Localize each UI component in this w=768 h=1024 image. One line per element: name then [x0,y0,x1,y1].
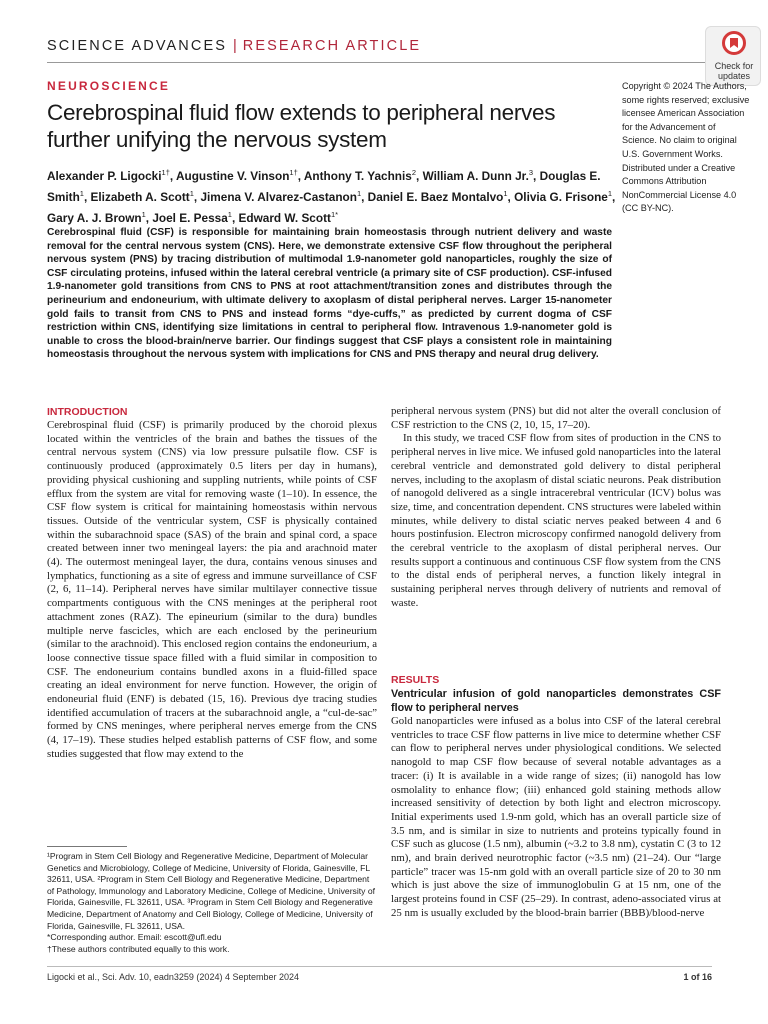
author-affiliation-marker: 1 [189,188,194,198]
author-name: William A. Dunn Jr. [422,168,529,183]
author-affiliation-marker: 1† [161,168,170,177]
author-affiliation-marker: 3 [528,168,534,177]
equal-contribution-note: †These authors contributed equally to this work. [47,943,230,954]
badge-line-2: updates [717,71,751,81]
header-separator: | [232,38,237,54]
results-paragraph: Gold nanoparticles were infused as a bolus into CSF of the lateral cerebral ventricles to trace CSF flow patterns in live mice to determine whether CSF can flow to peripheral nerves under physiological conditions. We selected nanogold to map CSF flow because of several notable advantages as a tracer: (i) It is available in a wide range of sizes; (ii) nanogold has low osmolality to enhance flow; (iii) enhanced gold staining methods allow increased sensitivity of detection by both light and electron microscopy. Initial experiments used 1.9-nm gold, which has an overall particle size of 3.5 nm, and is similar in size to nutrients and proteins typically found in CSF such as glucose (1.5 nm), albumin (~3.2 to 3.8 nm), cystatin C (3 to 12 nm), and brain derived neurotrophic factor (~3.5 nm) (21–24). Our “large particle” tracer was 15-nm gold with an overall particle size of 20 to 30 nm which is just above the size of immunoglobulin G at 15 nm, one of the largest proteins found in CSF (25–29). In contrast, adeno-associated virus at 25 nm is usually excluded by the blood-brain barrier (BBB)/blood-nerve [391,715,721,919]
author-name: Douglas E. Smith [47,168,601,204]
results-subheading: Ventricular infusion of gold nanoparticles demonstrates CSF flow to peripheral nerves [391,688,721,714]
author-name: Anthony T. Yachnis [303,168,412,183]
footer-rule [47,966,712,967]
corresponding-author: *Corresponding author. Email: escott@ufl.edu [47,932,222,943]
badge-line-1: Check for [714,61,754,71]
journal-name: SCIENCE ADVANCES [47,38,227,54]
author-name: Edward W. Scott [238,210,331,225]
introduction-heading: INTRODUCTION [47,406,128,418]
bookmark-icon [722,31,746,55]
author-affiliation-marker: 1 [607,188,613,198]
footnote-rule [47,846,127,847]
author-name: Alexander P. Ligocki [47,168,162,183]
author-affiliation-marker: 1 [356,188,362,198]
author-affiliation-marker: 1 [79,188,84,198]
page-number: 1 of 16 [683,972,712,982]
header-rule [47,62,711,63]
affiliations: ¹Program in Stem Cell Biology and Regenerative Medicine, Department of Molecular Genetics and Microbiology, College of Medicine, University of Florida, Gainesville, FL 32611, USA. ²Program in Stem Cell Biology and Regenerative Medicine, Department of Pathology, Immunology and Laboratory Medicine, College of Medicine, University of Florida, Gainesville, FL 32611, USA. ³Program in Stem Cell Biology and Regenerative Medicine, Department of Anatomy and Cell Biology, College of Medicine, University of Florida, Gainesville, FL 32611, USA. [47,851,376,931]
author-affiliation-marker: 2 [411,168,416,177]
author-affiliation-marker: 1 [227,209,232,219]
results-heading: RESULTS [391,674,440,686]
author-name: Olivia G. Frisone [514,189,608,204]
author-name: Gary A. J. Brown [47,210,142,225]
author-affiliation-marker: 1† [289,168,298,177]
introduction-continuation: peripheral nervous system (PNS) but did not alter the overall conclusion of CSF restriction to the CNS (2, 10, 15, 17–20). [391,405,721,431]
author-name: Daniel E. Baez Montalvo [367,189,504,204]
right-column [391,405,721,611]
journal-header [47,38,687,60]
footnotes [47,851,377,955]
author-affiliation-marker: 1* [330,209,339,219]
author-affiliation-marker: 1 [503,188,508,198]
author-name: Augustine V. Vinson [176,168,290,183]
author-affiliation-marker: 1 [141,209,146,219]
check-for-updates-badge[interactable] [705,26,761,86]
article-type: RESEARCH ARTICLE [242,38,422,54]
author-name: Joel E. Pessa [152,210,228,225]
copyright-notice: Copyright © 2024 The Authors, some rights reserved; exclusive licensee American Association for the Advancement of Science. No claim to original U.S. Government Works. Distributed under a Creative Commons Attribution NonCommercial License 4.0 (CC BY-NC). [622,81,750,214]
author-name: Jimena V. Alvarez-Castanon [200,189,357,204]
results-section [391,673,721,921]
author-name: Elizabeth A. Scott [90,189,190,204]
left-column [47,405,377,762]
introduction-paragraph-2: In this study, we traced CSF flow from sites of production in the CNS to peripheral nerves in live mice. We infused gold nanoparticles into the lateral cerebral ventricle and demonstrated gold delivery to distal peripheral nerves, including to the axoplasm of distal sciatic neurons. Peak distribution of nanogold delivered as a single intracerebral ventricular (ICV) bolus was size, time, and concentration dependent. CNS structures were labeled within minutes, while delivery to distal sciatic nerves peaked between 4 and 6 hours postinfusion. Electron microscopy confirmed nanogold delivery from the cerebral ventricle to the axoplasm of distal peripheral nerves. Our results support a continuous and continuous CSF flow system from the CNS to the distal ends of peripheral nerves, a function likely integral in sustaining peripheral nerves through delivery of nutrients and removal of waste. [391,432,721,609]
introduction-paragraph: Cerebrospinal fluid (CSF) is primarily produced by the choroid plexus located within the ventricles of the brain and bathes the tissues of the central nervous system (CNS) via low pressure pulsatile flow. CSF is continuously produced (approximately 0.5 liters per day in humans), providing physical cushioning and suppling nutrients, while points of CSF efflux from the system are vital for removing waste (1–10). In essence, the CSF flow system is critical for maintaining homeostasis within nervous tissues. Outside of the ventricular system, CSF is physically contained within the subarachnoid space (SAS) of the brain and spinal cord, a space created between inner two meningeal layers: the pia and arachnoid mater (4). The outermost meningeal layer, the dura, contains venous sinuses and lymphatics, functioning as a site of egress and immune surveillance of CSF (2, 6, 11–14). Peripheral nerves have similar multilayer connective tissue compartments contiguous with the CNS meninges at the peripheral root attachment zones (RAZ). The epineurium (similar to the dura) bundles multiple nerve fascicles, which are each enclosed by the perineurium (similar to the arachnoid). This enclosed region contains the endoneurium, a loose connective tissue space filled with a fluid similar in composition to CSF. The endoneurium contains bundled axons in a fluid-filled space creating an ideal environment for nerve function. However, the origin of endoneurial fluid (ENF) is debated (15, 16). Previous dye tracing studies identified accumulation of tracers at the subarachnoid angle, a “cul-de-sac” formed by CNS meninges, where peripheral nerves emerge from the CNS (4, 17–19). These studies helped establish patterns of CSF flow, and some studies suggested that flow may extend to the [47,419,377,760]
article-title: Cerebrospinal fluid flow extends to peripheral nerves further unifying the nervous system [47,100,556,152]
abstract: Cerebrospinal fluid (CSF) is responsible for maintaining brain homeostasis through nutrient delivery and waste removal for the central nervous system (CNS). Here, we demonstrate extensive CSF flow throughout the peripheral nervous system (PNS) by tracing distribution of multimodal 1.9-nanometer gold nanoparticles, roughly the size of CSF circulating proteins, infused within the lateral cerebral ventricle (a primary site of CSF production). CSF-infused 1.9-nanometer gold transitions from CNS to PNS at root attachment/transition zones and distributes through the perineurium and endoneurium, with ultimate delivery to axoplasm of distal peripheral nerves. Larger 15-nanometer gold fails to transit from CNS to PNS and instead forms “dye-cuffs,” as predicted by current dogma of CSF restriction within CNS, identifying size limitations in central to peripheral flow. Intravenous 1.9-nanometer gold is unable to cross the blood-brain/nerve barrier. Our findings suggest that CSF plays a consistent role in maintaining homeostasis throughout the nervous system with implications for CNS and PNS therapy and neural drug delivery. [47,227,612,361]
section-label: NEUROSCIENCE [47,79,171,93]
author-list: Alexander P. Ligocki$^{1\dagger}$, Augustine V. Vinson$^{1\dagger}$, Anthony T. Yachnis$^2$, William A. Dunn Jr.$^3$, Douglas E. Smith$^1$, Elizabeth A. Scott$^1$, Jimena V. Alvarez-Castanon$^1$, Daniel E. Baez Montalvo$^1$, Olivia G. Frisone$^1$, Gary A. J. Brown$^1$, Joel E. Pessa$^1$, Edward W. Scott$^{1*}$ [47,168,616,225]
citation-footer: Ligocki et al., Sci. Adv. 10, eadn3259 (2024) 4 September 2024 [47,972,299,982]
